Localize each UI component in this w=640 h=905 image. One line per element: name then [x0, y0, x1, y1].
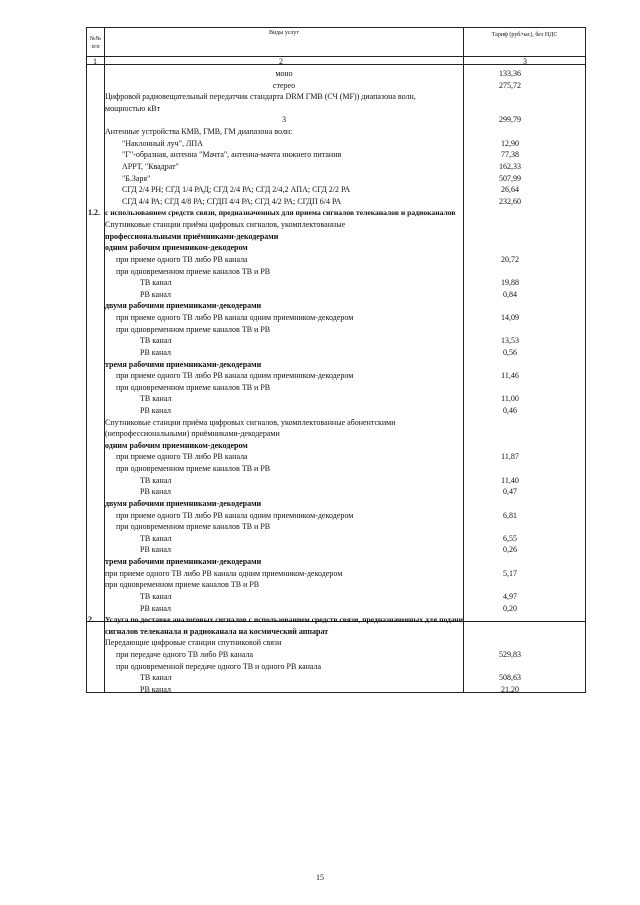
header-col-services: Виды услуг [269, 30, 299, 36]
tariff-value: 299,79 [499, 115, 521, 125]
service-description: мощностью кВт [105, 103, 161, 113]
tariff-value: 11,40 [501, 475, 519, 485]
tariff-value: 4,97 [503, 591, 517, 601]
tariff-value: 12,90 [501, 138, 519, 148]
page-number: 15 [316, 873, 324, 882]
tariff-value: 529,83 [499, 650, 521, 659]
tariff-value: 21,20 [501, 684, 519, 694]
service-description: РВ канал [140, 603, 171, 613]
tariff-value: 275,72 [499, 80, 521, 90]
tariff-value: 13,53 [501, 336, 519, 346]
header-col-number: №№ п/п [89, 36, 102, 50]
service-description: стерео [272, 80, 296, 90]
tariff-value: 20,72 [501, 254, 519, 264]
service-description: РВ канал [140, 545, 171, 555]
tariff-value: 508,63 [499, 673, 521, 683]
service-description: одним рабочим приемником-декодером [105, 440, 248, 450]
tariff-value: 6,55 [503, 533, 517, 543]
tariff-value: 507,99 [499, 173, 521, 183]
service-description: при передаче одного ТВ либо РВ канала [116, 650, 254, 659]
service-description: сигналов телеканала и радиоканала на космический аппарат [105, 626, 329, 636]
service-description: при одновременном приеме каналов ТВ и РВ [105, 580, 260, 590]
tariff-value: 14,09 [501, 313, 519, 323]
tariff-value: 0,20 [503, 603, 517, 613]
tariff-value: 0,56 [503, 347, 517, 357]
service-description: ТВ канал [140, 475, 172, 485]
service-description: при одновременном приеме каналов ТВ и РВ [116, 266, 271, 276]
service-description: при приеме одного ТВ либо РВ канала [116, 452, 248, 462]
service-description: при приеме одного ТВ либо РВ канала одним приемником-декодером [116, 313, 354, 323]
service-description: при приеме одного ТВ либо РВ канала одним приемником-декодером [116, 371, 354, 381]
service-description: 3 [282, 115, 286, 125]
service-description: ТВ канал [140, 673, 172, 683]
service-description: тремя рабочими приемниками-декодерами [105, 359, 262, 369]
tariff-value: 6,81 [503, 510, 517, 520]
service-description: ТВ канал [140, 533, 172, 543]
service-description: ТВ канал [140, 394, 172, 404]
tariff-value: 0,47 [503, 487, 517, 497]
service-description: "Наклонный луч", ЛПА [122, 138, 203, 148]
service-description: одним рабочим приемником-декодером [105, 243, 248, 253]
tariff-value: 11,00 [501, 394, 519, 404]
service-description: двумя рабочими приемниками-декодерами [105, 301, 262, 311]
service-description: двумя рабочими приемниками-декодерами [105, 498, 262, 508]
tariff-value: 232,60 [499, 196, 521, 206]
service-description: ТВ канал [140, 591, 172, 601]
tariff-value: 19,88 [501, 278, 519, 288]
service-description: РВ канал [140, 487, 171, 497]
service-description: Передающие цифровые станции спутниковой связи [105, 638, 282, 648]
service-description: при одновременной передаче одного ТВ и одного РВ канала [116, 661, 322, 671]
service-description: профессиональными приёмниками-декодерами [105, 231, 279, 241]
column-number-2: 2 [279, 57, 283, 66]
service-description: (непрофессиональными) приёмниками-декодерами [105, 429, 280, 439]
service-description: "Г"-образная, антенна "Мачта", антенна-мачта нижнего питания [122, 150, 342, 160]
column-number-3: 3 [523, 57, 527, 66]
header-col-tariff: Тариф (руб/час), без НДС [491, 32, 558, 38]
column-number-1: 1 [93, 57, 97, 66]
service-description: АРРТ, "Квадрат" [122, 161, 179, 171]
service-description: при одновременном приеме каналов ТВ и РВ [116, 522, 271, 532]
service-description: с использованием средств связи, предназначенных для приема сигналов телеканалов и радиоканалов [105, 208, 456, 218]
service-description: Спутниковые станции приёма цифровых сигналов, укомплектованные абонентскими [105, 417, 396, 427]
service-description: Антенные устройства КМВ, ГМВ, ГМ диапазона волн: [105, 127, 293, 137]
service-description: при приеме одного ТВ либо РВ канала [116, 254, 248, 264]
tariff-value: 133,36 [499, 69, 521, 78]
section-number: 2. [88, 615, 94, 625]
service-description: РВ канал [140, 405, 171, 415]
tariff-value: 26,64 [501, 185, 519, 195]
tariff-value: 0,26 [503, 545, 517, 555]
service-description: СГД 2/4 РН; СГД 1/4 РАД; СГД 2/4 РА; СГД 2/4,2 АПА; СГД 2/2 РА [122, 185, 351, 195]
service-description: моно [275, 69, 293, 78]
service-description: РВ канал [140, 347, 171, 357]
service-description: при одновременном приеме каналов ТВ и РВ [116, 382, 271, 392]
tariff-value: 5,17 [503, 568, 517, 578]
tariff-value: 11,46 [501, 371, 519, 381]
service-description: тремя рабочими приемниками-декодерами [105, 557, 262, 567]
tariff-value: 0,84 [503, 289, 517, 299]
tariff-value: 0,46 [503, 405, 517, 415]
section-number: 1.2. [88, 208, 100, 218]
service-description: при приеме одного ТВ либо РВ канала одним приемником-декодером [116, 510, 354, 520]
service-description: Услуга по доставке аналоговых сигналов с использованием средств связи, предназначенных для подачи [105, 615, 464, 625]
service-description: Спутниковые станции приёма цифровых сигналов, укомплектованные [105, 220, 346, 230]
service-description: "Б.Заря" [122, 173, 151, 183]
service-description: Цифровой радиовещательный передатчик стандарта DRM ГМВ (СЧ (MF)) диапазона волн, [105, 92, 416, 102]
service-description: СГД 4/4 РА; СГД 4/8 РА; СГДП 4/4 РА; СГД 4/2 РА; СГДП 6/4 РА [122, 196, 342, 206]
service-description: при приеме одного ТВ либо РВ канала одним приемником-декодером [105, 568, 343, 578]
tariff-value: 162,33 [499, 161, 521, 171]
service-description: ТВ канал [140, 336, 172, 346]
tariff-value: 11,87 [501, 452, 519, 462]
service-description: при одновременном приеме каналов ТВ и РВ [116, 464, 271, 474]
service-description: при одновременном приеме каналов ТВ и РВ [116, 324, 271, 334]
service-description: ТВ канал [140, 278, 172, 288]
service-description: РВ канал [140, 684, 171, 694]
service-description: РВ канал [140, 289, 171, 299]
tariff-value: 77,38 [501, 150, 519, 160]
